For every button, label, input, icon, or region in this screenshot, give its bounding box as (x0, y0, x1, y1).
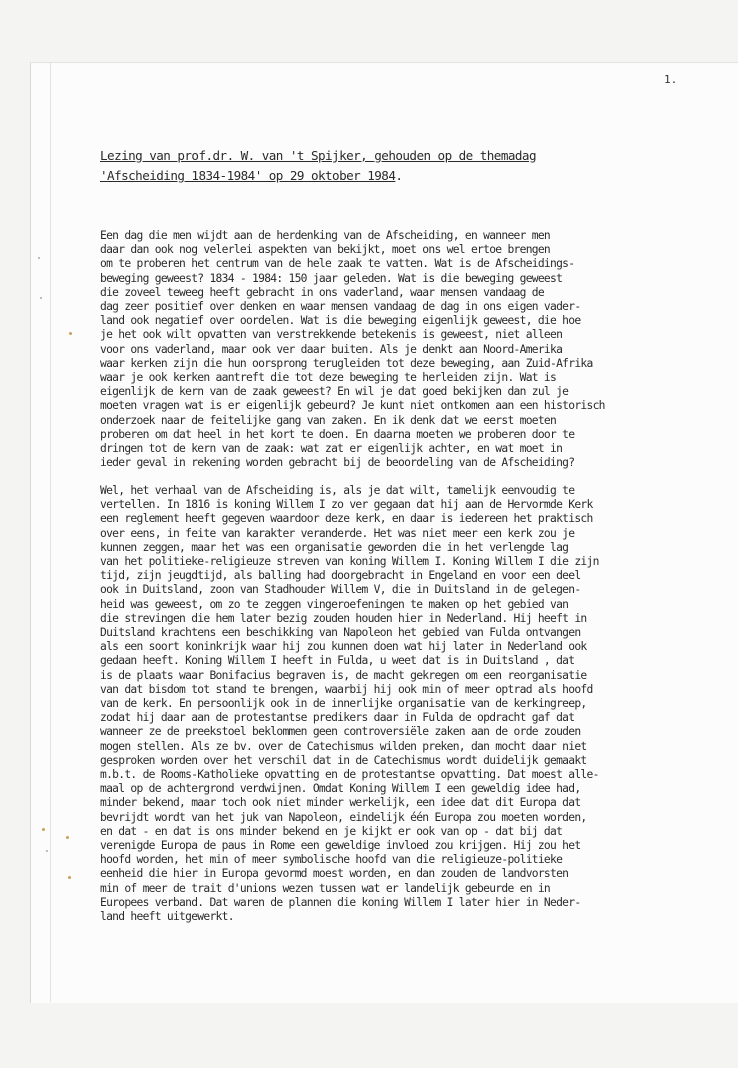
text-line: gesproken worden over het verschil dat in de Catechismus wordt duidelijk gemaakt (100, 753, 587, 767)
text-line: gedaan heeft. Koning Willem I heeft in Fulda, u weet dat is in Duitsland , dat (100, 654, 575, 668)
text-line: m.b.t. de Rooms-Katholieke opvatting en de protestantse opvatting. Dat moest alle- (100, 768, 599, 782)
text-line: maal op de achtergrond verdwijnen. Omdat Koning Willem I een geweldig idee had, (100, 782, 581, 796)
title-line-2-tail: . (395, 168, 403, 183)
text-line: die strevingen die hem later bezig zouden houden hier in Nederland. Hij heeft in (100, 611, 587, 625)
text-line: voor ons vaderland, maar ook ver daar buiten. Als je denkt aan Noord-Amerika (100, 342, 563, 356)
text-line: van dat bisdom tot stand te brengen, waarbij hij ook min of meer optrad als hoofd (100, 682, 593, 696)
title-line-2-text: 'Afscheiding 1834-1984' op 29 oktober 1984 (100, 168, 396, 183)
text-line: land heeft uitgewerkt. (100, 910, 234, 924)
paper-speck (68, 876, 71, 879)
paper-speck (40, 297, 42, 299)
text-line: je het ook wilt opvatten van verstrekkende betekenis is geweest, niet alleen (100, 328, 563, 342)
text-line: van de kerk. En persoonlijk ook in de innerlijke organisatie van de kerkingreep, (100, 697, 587, 711)
paper-speck (38, 257, 40, 259)
text-line: hoofd worden, het min of meer symbolische hoofd van die religieuze-politieke (100, 853, 563, 867)
binding-edge (50, 62, 51, 1002)
text-line: minder bekend, maar toch ook niet minder werkelijk, een idee dat dit Europa dat (100, 796, 581, 810)
text-line: beweging geweest? 1834 - 1984: 150 jaar geleden. Wat is die beweging geweest (100, 271, 563, 285)
text-line: een reglement heeft gegeven waardoor deze kerk, en daar is iedereen het praktisch (100, 512, 593, 526)
text-line: eigenlijk de kern van de zaak geweest? En wil je dat goed bekijken dan zul je (100, 385, 569, 399)
text-line: Duitsland krachtens een beschikking van Napoleon het gebied van Fulda ontvangen (100, 626, 581, 640)
text-line: tijd, zijn jeugdtijd, als balling had doorgebracht in Engeland en voor een deel (100, 569, 581, 583)
text-line: mogen stellen. Als ze bv. over de Catechismus wilden preken, dan mocht daar niet (100, 739, 587, 753)
text-line: moeten vragen wat is er eigenlijk gebeurd? Je kunt niet ontkomen aan een historisch (100, 399, 605, 413)
text-line: ieder geval in rekening worden gebracht bij de beoordeling van de Afscheiding? (100, 456, 575, 470)
text-line: land ook negatief over oordelen. Wat is die beweging eigenlijk geweest, die hoe (100, 314, 581, 328)
text-line: ook in Duitsland, zoon van Stadhouder Willem V, die in Duitsland in de gelegen- (100, 583, 581, 597)
text-line: bevrijdt wordt van het juk van Napoleon, eindelijk één Europa zou moeten worden, (100, 810, 587, 824)
text-line: proberen om dat heel in het kort te doen. En daarna moeten we proberen door te (100, 427, 575, 441)
paper-speck (46, 850, 48, 852)
text-line: en dat - en dat is ons minder bekend en je kijkt er ook van op - dat bij dat (100, 824, 563, 838)
text-line: van het politieke-religieuze streven van koning Willem I. Koning Willem I die zijn (100, 555, 599, 569)
paper-speck (66, 836, 69, 839)
paragraph-1 (100, 229, 605, 470)
text-line: als een soort koninkrijk waar hij zou kunnen doen wat hij later in Nederland ook (100, 640, 587, 654)
text-line: Een dag die men wijdt aan de herdenking van de Afscheiding, en wanneer men (100, 229, 551, 242)
text-line: die zoveel teweeg heeft gebracht in ons vaderland, waar mensen vandaag de (100, 285, 544, 299)
text-line: dringen tot de kern van de zaak: wat zat er eigenlijk achter, en wat moet in (100, 442, 563, 456)
text-line: vertellen. In 1816 is koning Willem I zo ver gegaan dat hij aan de Hervormde Kerk (100, 498, 593, 512)
text-line: verenigde Europa de paus in Rome een geweldige invloed zou krijgen. Hij zou het (100, 839, 581, 853)
title-line-1: Lezing van prof.dr. W. van 't Spijker, gehouden op de themadag (100, 148, 536, 163)
text-line: kunnen zeggen, maar het was een organisatie geworden die in het verlengde lag (100, 540, 569, 554)
text-line: onderzoek naar de feitelijke gang van zaken. En ik denk dat we eerst moeten (100, 413, 557, 427)
paper-speck (42, 828, 45, 831)
text-line: dag zeer positief over denken en waar mensen vandaag de dag in ons eigen vader- (100, 300, 581, 314)
text-line: daar dan ook nog velerlei aspekten van bekijkt, moet ons wel ertoe brengen (100, 243, 551, 257)
text-line: waar je ook kerken aantreft die tot deze beweging te herleiden zijn. Wat is (100, 371, 557, 385)
page-number: 1. (664, 73, 678, 86)
text-line: eenheid die hier in Europa gevormd moest worden, en dan zouden de landvorsten (100, 867, 569, 881)
paper-speck (69, 332, 72, 335)
text-line: zodat hij daar aan de protestantse predikers daar in Fulda de opdracht gaf dat (100, 711, 575, 725)
text-line: Europees verband. Dat waren de plannen die koning Willem I later hier in Neder- (100, 895, 581, 909)
text-line: om te proberen het centrum van de hele zaak te vatten. Wat is de Afscheidings- (100, 257, 575, 271)
text-line: heid was geweest, om zo te zeggen vingeroefeningen te maken op het gebied van (100, 597, 569, 611)
paragraph-2 (100, 484, 599, 924)
title-line-2 (100, 168, 402, 183)
text-line: is de plaats waar Bonifacius begraven is, de macht gekregen om een reorganisatie (100, 668, 587, 682)
text-line: min of meer de trait d'unions wezen tussen wat er landelijk gebeurde en in (100, 881, 551, 895)
text-line: waar kerken zijn die hun oorsprong terugleiden tot deze beweging, aan Zuid-Afrika (100, 356, 593, 370)
text-line: over eens, in feite van karakter veranderde. Het was niet meer een kerk zou je (100, 526, 575, 540)
text-line: wanneer ze de preekstoel beklommen geen controversiële zaken aan de orde zouden (100, 725, 581, 739)
text-line: Wel, het verhaal van de Afscheiding is, als je dat wilt, tamelijk eenvoudig te (100, 484, 575, 497)
